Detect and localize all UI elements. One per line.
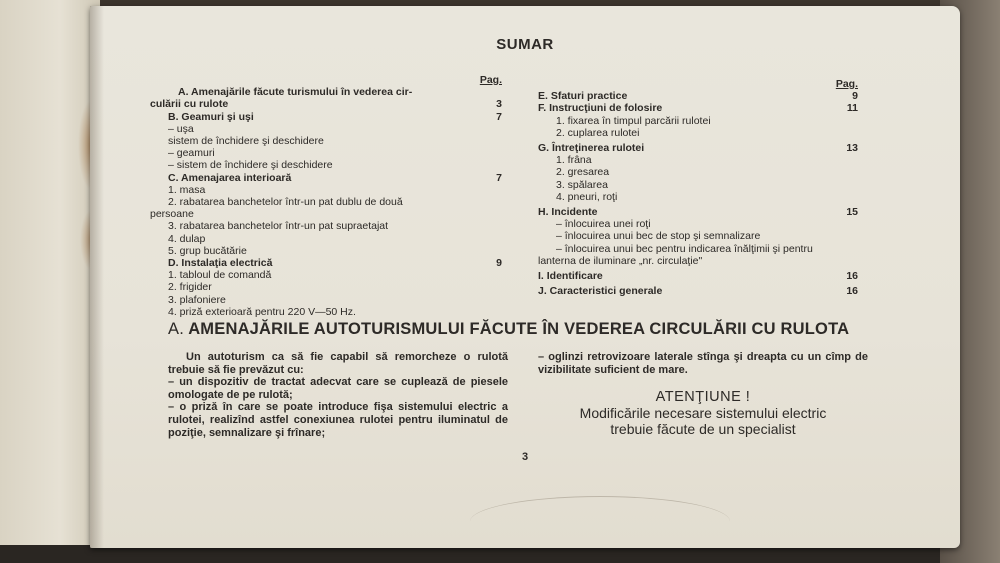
toc-entry — [538, 166, 858, 178]
toc-entry-text: C. Amenajarea interioară — [168, 171, 292, 184]
toc-entry — [538, 243, 858, 255]
toc-entry — [150, 281, 502, 293]
toc-entry-text: 4. priză exterioară pentru 220 V—50 Hz. — [168, 305, 356, 318]
toc-entry — [538, 115, 858, 127]
toc-entry — [538, 127, 858, 139]
document-page — [90, 6, 960, 548]
toc-entry-page: 15 — [846, 206, 858, 219]
section-letter: A. — [168, 320, 184, 338]
toc-entry — [150, 159, 502, 171]
toc-entry-page: 9 — [852, 90, 858, 103]
toc-entry-text: culării cu rulote — [150, 98, 229, 111]
toc-entry — [150, 245, 502, 257]
toc-entry-text: 2. gresarea — [556, 166, 610, 179]
toc-entry — [538, 270, 858, 282]
toc-entry-text: I. Identificare — [538, 270, 603, 283]
toc-entry-page: 7 — [496, 110, 502, 123]
toc-entry — [150, 147, 502, 159]
toc-entry-text: 3. spălarea — [556, 178, 608, 191]
attention-title: ATENŢIUNE ! — [655, 389, 751, 405]
toc-entry — [150, 111, 502, 123]
body-paragraph: – o priză în care se poate introduce fişa sistemului electric a rulotei, realizînd astfel conexiunea rulotei pentru iluminatul de poziţie, semnalizare şi frînare; — [168, 401, 508, 439]
toc-entry-text: – geamuri — [168, 147, 215, 160]
toc-entry — [150, 220, 502, 232]
toc-right-column — [538, 78, 858, 297]
toc-entry — [150, 98, 502, 110]
facing-page — [0, 0, 100, 545]
toc-entry — [150, 184, 502, 196]
toc-pag-header: Pag. — [835, 78, 858, 90]
toc-entry-text: – înlocuirea unui bec de stop şi semnalizare — [556, 230, 761, 243]
toc-entry-page: 3 — [496, 98, 502, 111]
body-paragraph: – un dispozitiv de tractat adecvat care se cuplează de piesele omologate de pe rulotă; — [168, 376, 508, 401]
toc-entry-text: 4. pneuri, roţi — [556, 190, 618, 203]
toc-entry-page: 16 — [846, 270, 858, 283]
toc-pag-header: Pag. — [479, 74, 502, 86]
toc-entry-text: B. Geamuri şi uşi — [168, 110, 254, 123]
toc-entry-text: 4. dulap — [168, 232, 206, 245]
toc-entry-page: 7 — [496, 171, 502, 184]
toc-entry — [150, 135, 502, 147]
toc-entry — [150, 86, 502, 98]
toc-entry — [150, 269, 502, 281]
toc-entry — [538, 90, 858, 102]
toc-entry — [538, 206, 858, 218]
page-gutter — [90, 6, 104, 548]
toc-entry-text: 3. rabatarea banchetelor într-un pat supraetajat — [168, 220, 389, 233]
toc-entry — [150, 257, 502, 269]
toc-entry-text: H. Incidente — [538, 206, 598, 219]
toc-entry-text: A. Amenajările făcute turismului în vederea cir- — [178, 86, 413, 99]
toc-right-list — [538, 90, 858, 297]
toc-entry — [150, 196, 502, 208]
toc-entry-text: 5. grup bucătărie — [168, 244, 247, 257]
attention-line: Modificările necesare sistemului electric — [579, 405, 827, 421]
section-title: AMENAJĂRILE AUTOTURISMULUI FĂCUTE ÎN VEDEREA CIRCULĂRII CU RULOTA — [188, 320, 850, 338]
toc-entry-text: lanterna de iluminare „nr. circulaţie" — [538, 254, 703, 267]
toc-entry — [538, 102, 858, 114]
toc-entry — [538, 179, 858, 191]
toc-entry — [538, 142, 858, 154]
summary-title: SUMAR — [496, 36, 554, 53]
body-left-column — [168, 351, 508, 439]
attention-note — [538, 389, 868, 437]
toc-entry-text: J. Caracteristici generale — [538, 285, 663, 298]
toc-entry-text: 3. plafoniere — [168, 293, 226, 306]
toc-entry-text: – înlocuirea unui bec pentru indicarea înălţimii şi pentru — [556, 242, 813, 255]
toc-entry-text: – uşa — [168, 122, 194, 135]
toc-entry — [150, 294, 502, 306]
toc-entry-text: sistem de închidere şi deschidere — [168, 135, 324, 148]
toc-entry-text: 2. frigider — [168, 281, 212, 294]
toc-entry — [150, 208, 502, 220]
toc-entry-text: – sistem de închidere şi deschidere — [168, 159, 333, 172]
toc-entry — [150, 306, 502, 318]
toc-entry-text: D. Instalaţia electrică — [168, 257, 273, 270]
toc-entry-page: 13 — [846, 142, 858, 155]
toc-entry-text: F. Instrucţiuni de folosire — [538, 102, 663, 115]
toc-entry-text: – înlocuirea unei roţi — [556, 218, 651, 231]
attention-line: trebuie făcute de un specialist — [610, 421, 796, 437]
toc-left-column — [150, 74, 502, 318]
toc-entry — [150, 233, 502, 245]
toc-entry-text: persoane — [150, 208, 194, 221]
toc-left-list — [150, 86, 502, 318]
body-right-column — [538, 351, 868, 376]
toc-entry-text: E. Sfaturi practice — [538, 90, 628, 103]
toc-entry — [538, 255, 858, 267]
toc-entry-text: 1. masa — [168, 183, 206, 196]
toc-entry — [150, 172, 502, 184]
toc-entry-text: 2. rabatarea banchetelor într-un pat dublu de două — [168, 196, 403, 209]
toc-entry — [538, 218, 858, 230]
page-number: 3 — [521, 451, 529, 463]
toc-entry-text: 1. fixarea în timpul parcării rulotei — [556, 114, 711, 127]
toc-entry-page: 16 — [846, 285, 858, 298]
paper-crease — [470, 496, 730, 547]
toc-entry-page: 9 — [496, 257, 502, 270]
toc-entry — [538, 285, 858, 297]
toc-entry-page: 11 — [846, 102, 858, 115]
body-paragraph: Un autoturism ca să fie capabil să remorcheze o rulotă trebuie să fie prevăzut cu: — [168, 351, 508, 376]
toc-entry — [150, 123, 502, 135]
toc-entry — [538, 191, 858, 203]
toc-entry — [538, 230, 858, 242]
section-heading — [168, 320, 948, 339]
toc-entry-text: G. Întreţinerea rulotei — [538, 142, 645, 155]
toc-entry — [538, 154, 858, 166]
toc-entry-text: 1. tabloul de comandă — [168, 269, 272, 282]
toc-entry-text: 2. cuplarea rulotei — [556, 126, 640, 139]
toc-entry-text: 1. frâna — [556, 154, 592, 167]
body-paragraph: – oglinzi retrovizoare laterale stînga şi dreapta cu un cîmp de vizibilitate suficient de mare. — [538, 351, 868, 376]
